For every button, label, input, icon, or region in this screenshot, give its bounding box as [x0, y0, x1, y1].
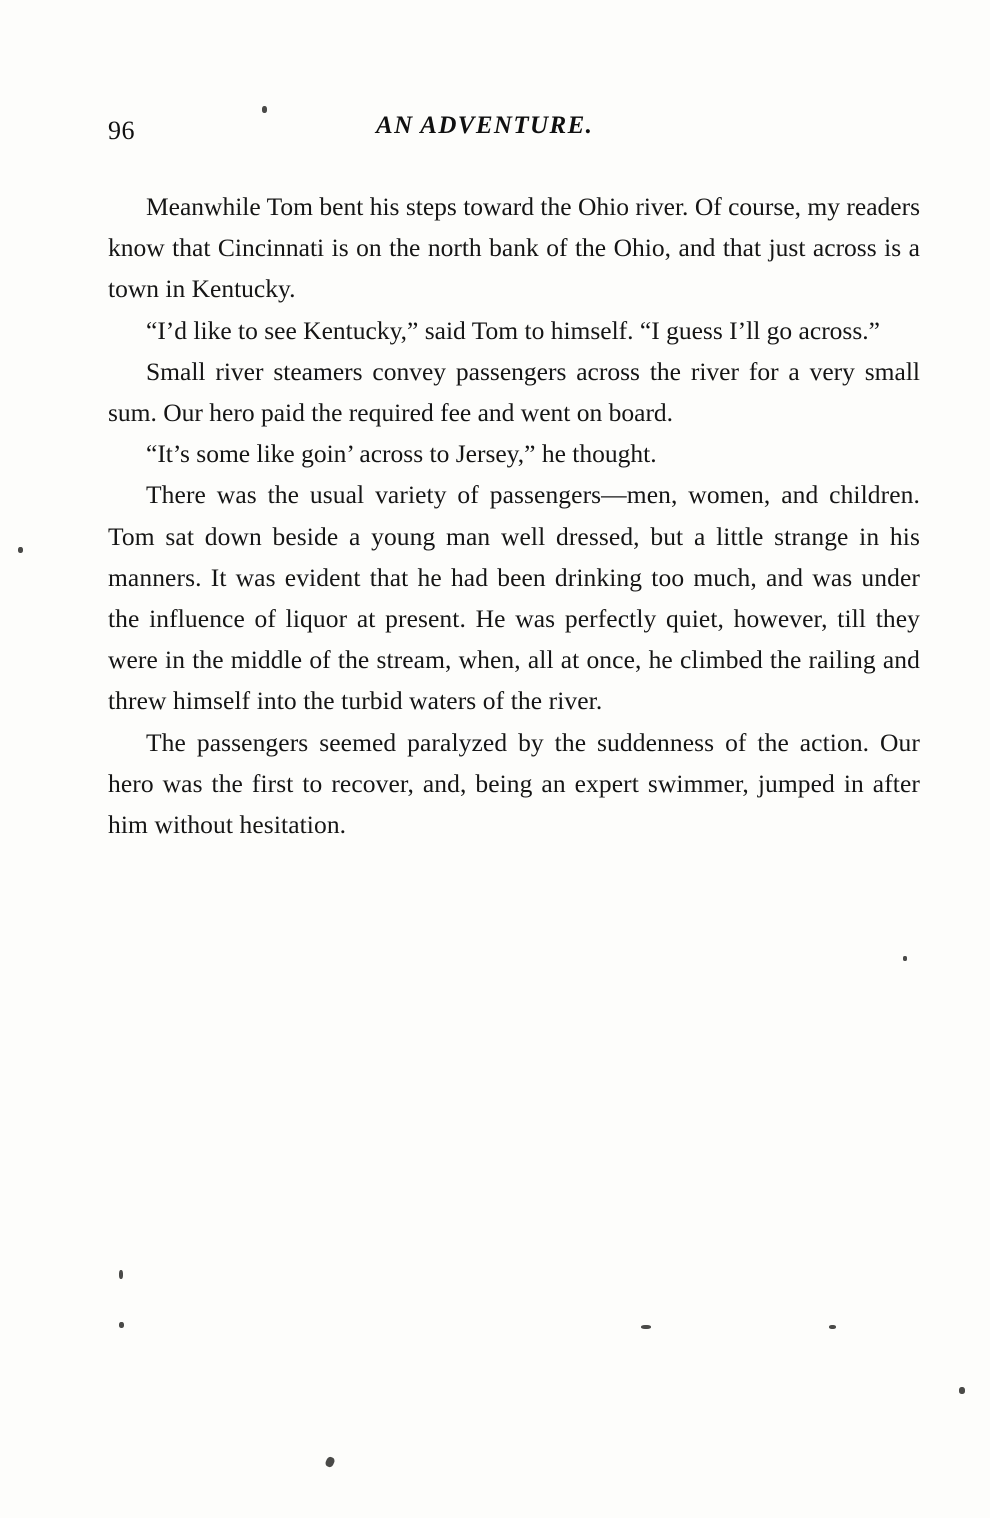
- paragraph: “It’s some like goin’ across to Jersey,” he thought.: [146, 439, 657, 469]
- page-header: [108, 112, 918, 152]
- paragraph: The passengers seemed paralyzed by the suddenness of the action. Our hero was the first to recover, and, being an expert swimmer, jumped in after him without hesitation.: [108, 727, 920, 840]
- paragraph: “I’d like to see Kentucky,” said Tom to himself. “I guess I’ll go across.”: [146, 315, 880, 345]
- page-number: 96: [108, 116, 135, 145]
- scan-speck: [324, 1456, 335, 1468]
- running-head-title: AN ADVENTURE.: [376, 112, 594, 139]
- scan-speck: [119, 1270, 123, 1279]
- scan-speck: [959, 1387, 965, 1394]
- scan-speck: [18, 547, 23, 553]
- scan-speck: [829, 1325, 836, 1329]
- scan-speck: [119, 1322, 124, 1328]
- scan-speck: [262, 106, 267, 113]
- paragraph: Small river steamers convey passengers across the river for a very small sum. Our hero paid the required fee and went on board.: [108, 356, 920, 428]
- paragraph: Meanwhile Tom bent his steps toward the Ohio river. Of course, my readers know that Cincinnati is on the north bank of the Ohio, and that just across is a town in Kentucky.: [108, 192, 920, 304]
- page-body-text: [108, 186, 920, 845]
- scan-speck: [641, 1325, 651, 1329]
- paragraph: There was the usual variety of passengers—men, women, and children. Tom sat down beside a young man well dressed, but a little strange in his manners. It was evident that he had been drinking too much, and was under the influence of liquor at present. He was perfectly quiet, however, till they were in the middle of the stream, when, all at once, he climbed the railing and threw himself into the turbid waters of the river.: [108, 480, 920, 716]
- scan-speck: [903, 956, 907, 961]
